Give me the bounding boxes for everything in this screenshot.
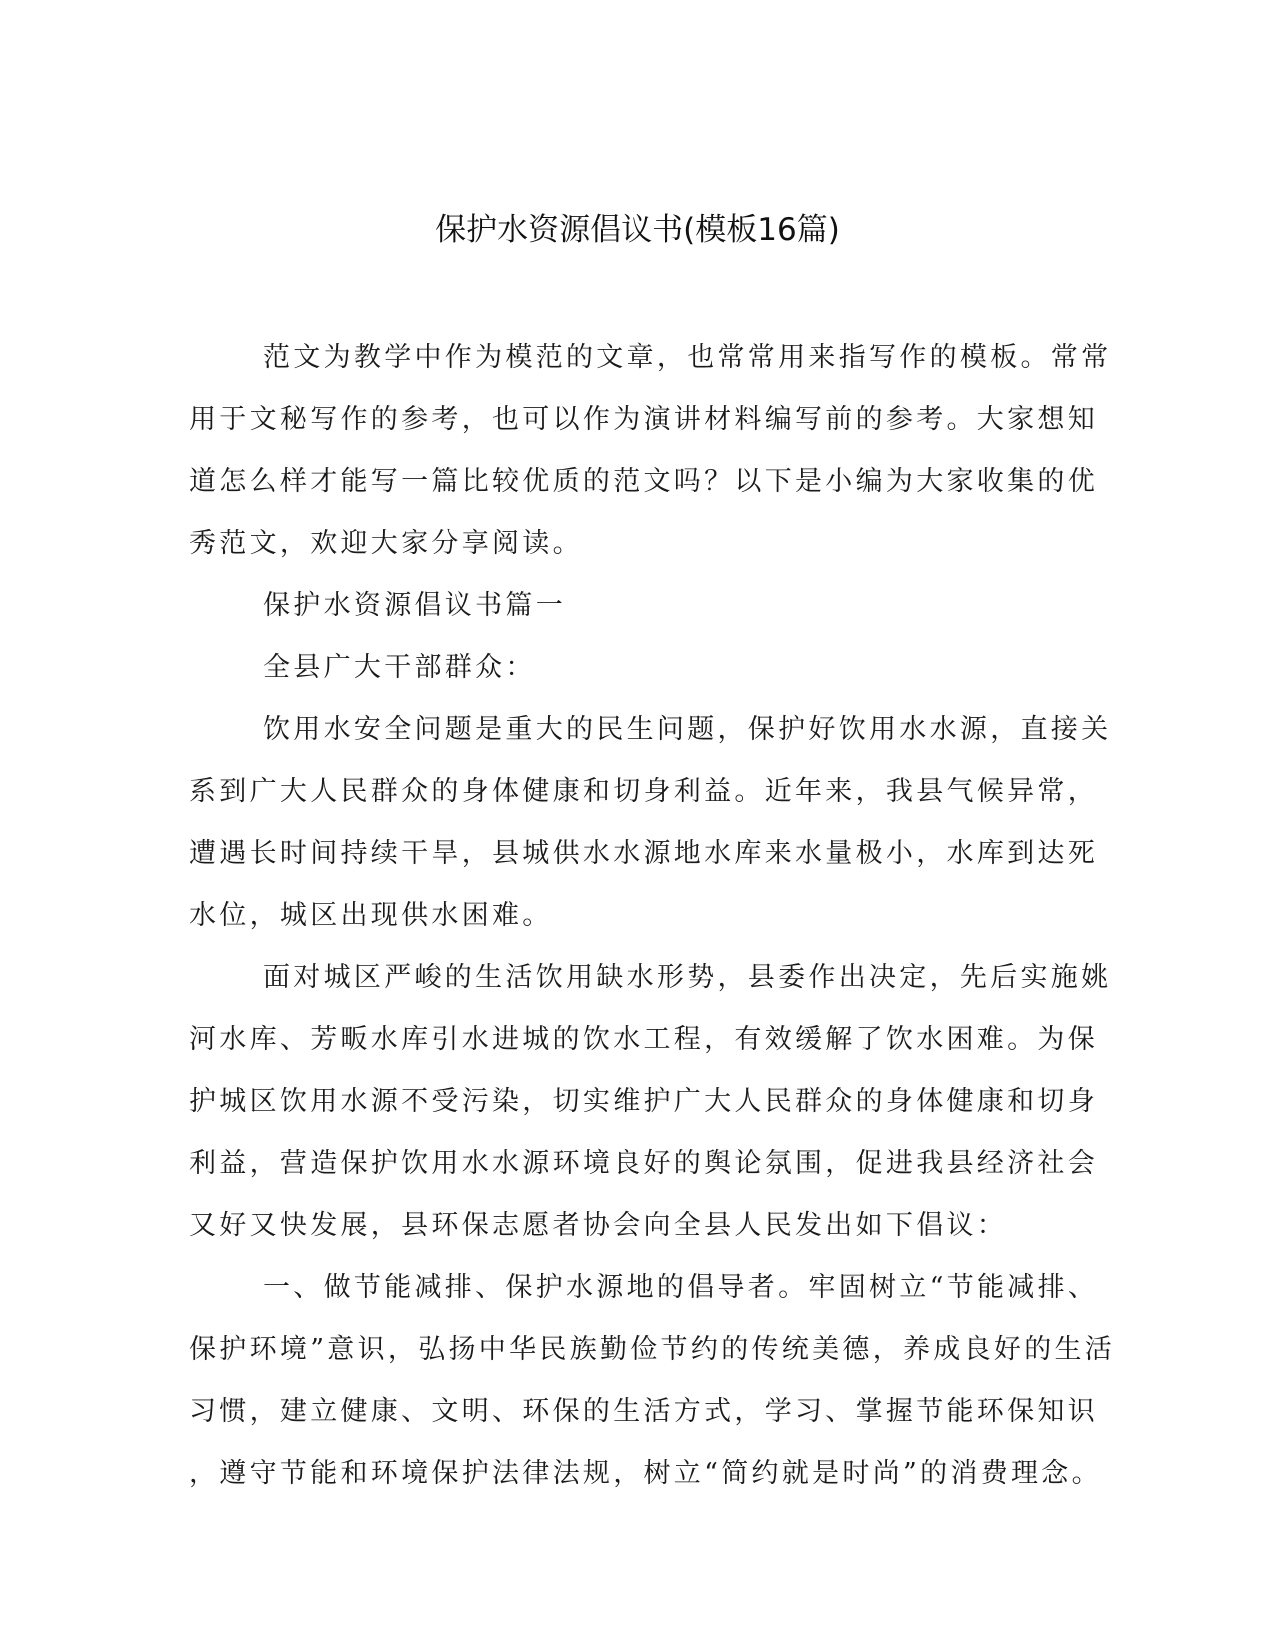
paragraph-line: 面对城区严峻的生活饮用缺水形势，县委作出决定，先后实施姚 (263, 962, 1112, 993)
paragraph-line: 一、做节能减排、保护水源地的倡导者。牢固树立“节能减排、 (263, 1272, 1099, 1303)
section-heading: 保护水资源倡议书篇一 (263, 590, 566, 621)
paragraph-line: 系到广大人民群众的身体健康和切身利益。近年来，我县气候异常， (189, 776, 1098, 807)
paragraph-line: 范文为教学中作为模范的文章，也常常用来指写作的模板。常常 (263, 342, 1112, 373)
paragraph-line: 又好又快发展，县环保志愿者协会向全县人民发出如下倡议： (189, 1210, 1008, 1241)
paragraph-line: 河水库、芳畈水库引水进城的饮水工程，有效缓解了饮水困难。为保 (189, 1024, 1098, 1055)
salutation: 全县广大干部群众： (263, 652, 536, 683)
paragraph-line: 饮用水安全问题是重大的民生问题，保护好饮用水水源，直接关 (263, 714, 1112, 745)
paragraph-line: ，遵守节能和环境保护法律法规，树立“简约就是时尚”的消费理念。 (189, 1458, 1102, 1489)
paragraph-line: 护城区饮用水源不受污染，切实维护广大人民群众的身体健康和切身 (189, 1086, 1098, 1117)
paragraph-line: 保护环境”意识，弘扬中华民族勤俭节约的传统美德，养成良好的生活 (189, 1334, 1116, 1365)
document-title: 保护水资源倡议书(模板16篇) (435, 212, 840, 248)
paragraph-line: 利益，营造保护饮用水水源环境良好的舆论氛围，促进我县经济社会 (189, 1148, 1098, 1179)
paragraph-line: 道怎么样才能写一篇比较优质的范文吗？以下是小编为大家收集的优 (189, 466, 1098, 497)
paragraph-line: 习惯，建立健康、文明、环保的生活方式，学习、掌握节能环保知识 (189, 1396, 1098, 1427)
paragraph-line: 遭遇长时间持续干旱，县城供水水源地水库来水量极小，水库到达死 (189, 838, 1098, 869)
paragraph-line: 水位，城区出现供水困难。 (189, 900, 553, 931)
document-body (189, 327, 1116, 1505)
paragraph-line: 用于文秘写作的参考，也可以作为演讲材料编写前的参考。大家想知 (189, 404, 1098, 435)
paragraph-line: 秀范文，欢迎大家分享阅读。 (189, 528, 583, 559)
